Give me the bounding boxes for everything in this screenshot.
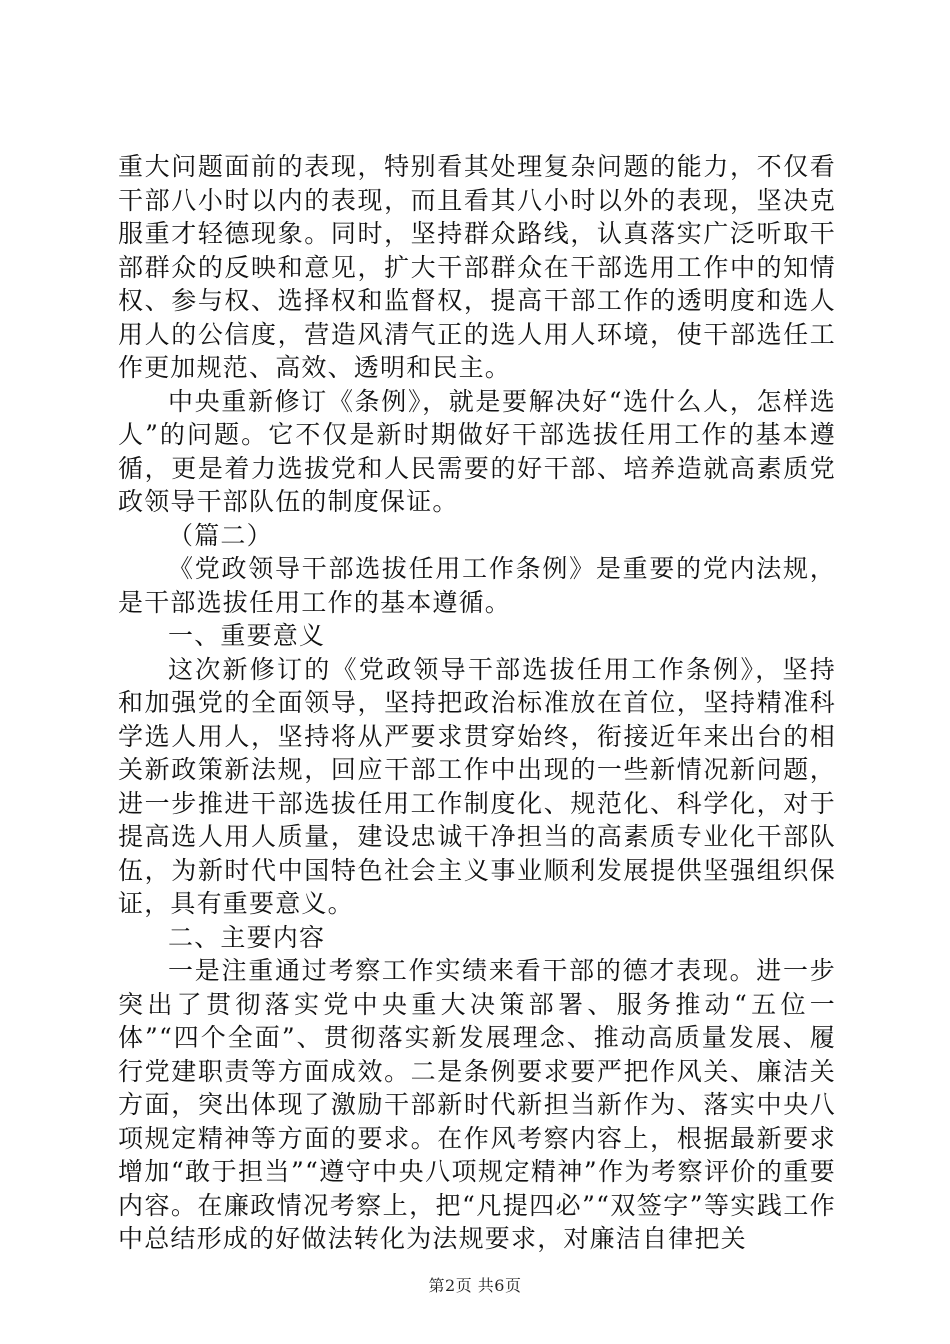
paragraph-4: 这次新修订的《党政领导干部选拔任用工作条例》，坚持和加强党的全面领导，坚持把政治标准放在首位，坚持精准科学选人用人，坚持将从严要求贯穿始终，衔接近年来出台的相关新政策新法规，回应干部工作中出现的一些新情况新问题，进一步推进干部选拔任用工作制度化、规范化、科学化，对于提高选人用人质量，建设忠诚干净担当的高素质专业化干部队伍，为新时代中国特色社会主义事业顺利发展提供坚强组织保证，具有重要意义。 <box>118 654 836 918</box>
paragraph-3: 《党政领导干部选拔任用工作条例》是重要的党内法规，是干部选拔任用工作的基本遵循。 <box>118 554 836 617</box>
heading-significance: 一、重要意义 <box>168 621 326 650</box>
paragraph-2: 中央重新修订《条例》，就是要解决好“选什么人，怎样选人”的问题。它不仅是新时期做好干部选拔任用工作的基本遵循，更是着力选拔党和人民需要的好干部、培养造就高素质党政领导干部队伍的制度保证。 <box>118 386 836 516</box>
heading-main-content: 二、主要内容 <box>168 922 326 952</box>
paragraph-5: 一是注重通过考察工作实绩来看干部的德才表现。进一步突出了贯彻落实党中央重大决策部署、服务推动“五位一体”“四个全面”、贯彻落实新发展理念、推动高质量发展、履行党建职责等方面成效。二是条例要求要严把作风关、廉洁关方面，突出体现了激励干部新时代新担当新作为、落实中央八项规定精神等方面的要求。在作风考察内容上，根据最新要求增加“敢于担当”“遵守中央八项规定精神”作为考察评价的重要内容。在廉政情况考察上，把“凡提四必”“双签字”等实践工作中总结形成的好做法转化为法规要求，对廉洁自律把关 <box>118 956 836 1253</box>
document-body <box>118 150 836 1256</box>
paragraph-1: 重大问题面前的表现，特别看其处理复杂问题的能力，不仅看干部八小时以内的表现，而且看其八小时以外的表现，坚决克服重才轻德现象。同时，坚持群众路线，认真落实广泛听取干部群众的反映和意见，扩大干部群众在干部选用工作中的知情权、参与权、选择权和监督权，提高干部工作的透明度和选人用人的公信度，营造风清气正的选人用人环境，使干部选任工作更加规范、高效、透明和民主。 <box>118 152 836 382</box>
page-number-footer: 第2页 共6页 <box>428 1276 522 1295</box>
section-heading-part-two: （篇二） <box>168 520 273 550</box>
